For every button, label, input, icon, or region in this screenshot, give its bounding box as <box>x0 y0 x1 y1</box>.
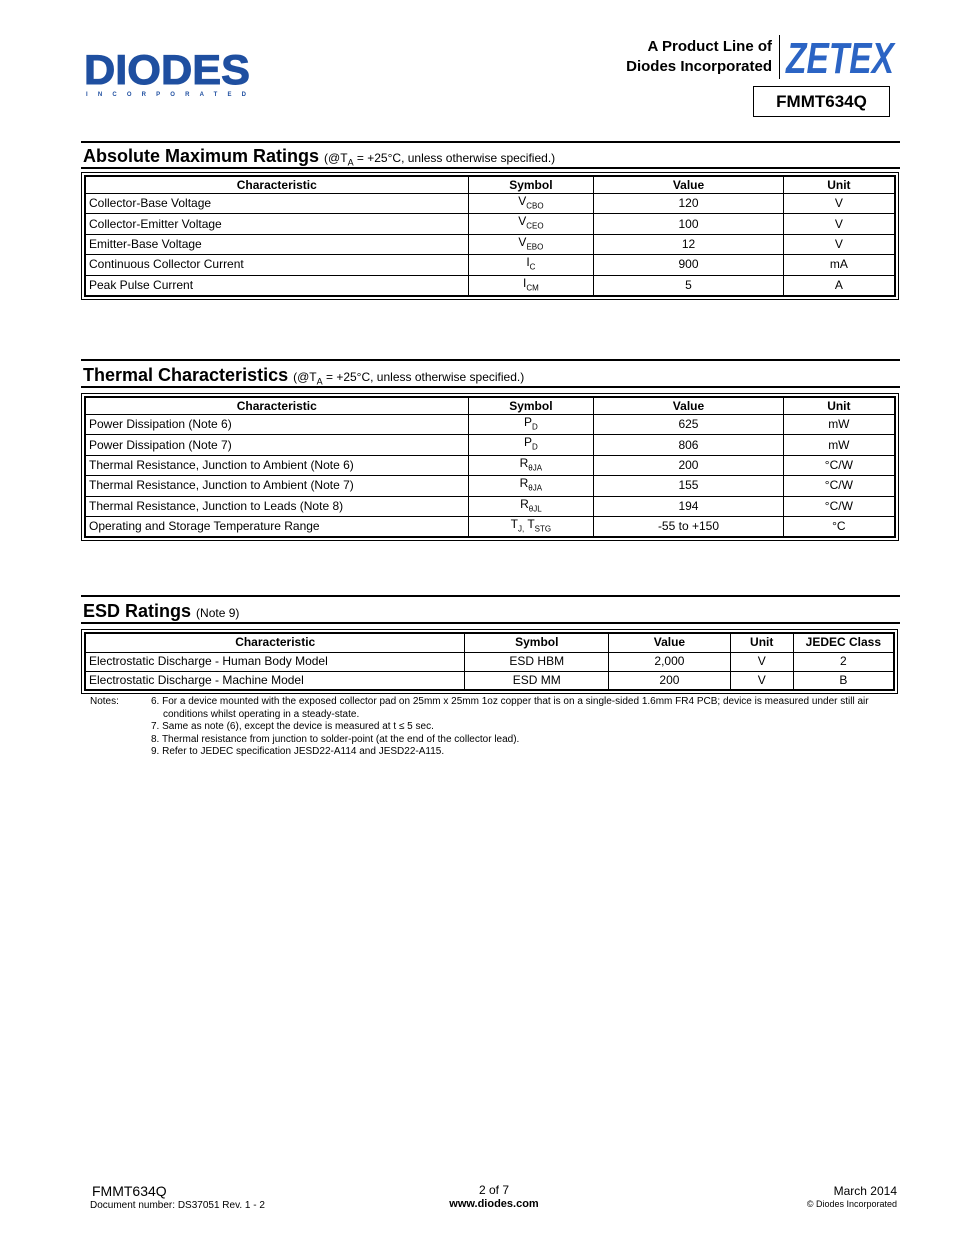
characteristic-cell: Thermal Resistance, Junction to Ambient (Note 6) <box>85 455 468 475</box>
zetex-wordmark: ZETEX <box>784 34 897 83</box>
symbol-cell: $T_{J,}$ $T_{STG}$ <box>468 516 594 537</box>
table-row <box>85 415 895 435</box>
table-row <box>85 214 895 234</box>
value-cell: 2,000 <box>609 652 731 671</box>
unit-cell: °C <box>783 516 895 537</box>
table-header-row <box>85 176 895 194</box>
logo-subtext: INCORPORATED <box>86 92 247 98</box>
table-row <box>85 671 894 690</box>
jedec-class-cell: B <box>793 671 894 690</box>
table-header-row <box>85 633 894 652</box>
symbol-cell: ESD HBM <box>465 652 609 671</box>
abs-max-cond-post: = +25°C, unless otherwise specified.) <box>353 151 556 165</box>
footer-website[interactable]: www.diodes.com <box>449 1198 539 1210</box>
col-header: Characteristic <box>85 397 468 415</box>
header-divider <box>779 35 780 79</box>
characteristic-cell: Electrostatic Discharge - Human Body Model <box>85 652 465 671</box>
footer-date: March 2014 <box>833 1184 897 1198</box>
value-cell: 120 <box>594 194 783 214</box>
characteristic-cell: Peak Pulse Current <box>85 275 468 296</box>
value-cell: -55 to +150 <box>594 516 783 537</box>
symbol-cell: ESD MM <box>465 671 609 690</box>
characteristic-cell: Thermal Resistance, Junction to Leads (Note 8) <box>85 496 468 516</box>
value-cell: 806 <box>594 435 783 455</box>
symbol-cell: $P_D$ <box>468 435 594 455</box>
thermal-header <box>81 359 900 388</box>
symbol-cell: $V_{CBO}$ <box>468 194 594 214</box>
col-header: JEDEC Class <box>793 633 894 652</box>
value-cell: 100 <box>594 214 783 234</box>
value-cell: 155 <box>594 476 783 496</box>
symbol-cell: $R_{\theta JL}$ <box>468 496 594 516</box>
footer-copyright: © Diodes Incorporated <box>806 1199 897 1209</box>
diodes-logo <box>84 46 256 98</box>
characteristic-cell: Power Dissipation (Note 6) <box>85 415 468 435</box>
value-cell: 625 <box>594 415 783 435</box>
table-row <box>85 496 895 516</box>
value-cell: 5 <box>594 275 783 296</box>
unit-cell: V <box>730 671 793 690</box>
note-item: 7. Same as note (6), except the device is measured at t ≤ 5 sec. <box>151 721 434 733</box>
characteristic-cell: Thermal Resistance, Junction to Ambient (Note 7) <box>85 476 468 496</box>
zetex-logo <box>784 34 897 83</box>
value-cell: 200 <box>594 455 783 475</box>
value-cell: 194 <box>594 496 783 516</box>
abs-max-cond-sub: A <box>347 157 354 168</box>
table-row <box>85 234 895 254</box>
thermal-cond-sub: A <box>316 376 323 387</box>
unit-cell: mA <box>783 255 895 275</box>
value-cell: 200 <box>609 671 731 690</box>
unit-cell: mW <box>783 435 895 455</box>
col-header: Unit <box>783 397 895 415</box>
jedec-class-cell: 2 <box>793 652 894 671</box>
characteristic-cell: Collector-Emitter Voltage <box>85 214 468 234</box>
symbol-cell: $V_{EBO}$ <box>468 234 594 254</box>
unit-cell: V <box>730 652 793 671</box>
symbol-cell: $V_{CEO}$ <box>468 214 594 234</box>
unit-cell: °C/W <box>783 455 895 475</box>
thermal-table <box>84 396 896 538</box>
esd-title: ESD Ratings <box>83 601 192 621</box>
table-header-row <box>85 397 895 415</box>
thermal-cond: (@T <box>293 370 317 384</box>
abs-max-title: Absolute Maximum Ratings <box>83 146 320 166</box>
thermal-cond-post: = +25°C, unless otherwise specified.) <box>322 370 525 384</box>
table-row <box>85 455 895 475</box>
col-header: Unit <box>730 633 793 652</box>
abs-max-header <box>81 141 900 169</box>
value-cell: 900 <box>594 255 783 275</box>
symbol-cell: $R_{\theta JA}$ <box>468 476 594 496</box>
esd-cond: (Note 9) <box>196 606 240 620</box>
unit-cell: °C/W <box>783 496 895 516</box>
unit-cell: mW <box>783 415 895 435</box>
symbol-cell: $I_{CM}$ <box>468 275 594 296</box>
symbol-cell: $R_{\theta JA}$ <box>468 455 594 475</box>
col-header: Unit <box>783 176 895 194</box>
esd-table <box>84 632 895 691</box>
table-row <box>85 435 895 455</box>
symbol-cell: $P_D$ <box>468 415 594 435</box>
symbol-cell: $I_C$ <box>468 255 594 275</box>
unit-cell: A <box>783 275 895 296</box>
characteristic-cell: Collector-Base Voltage <box>85 194 468 214</box>
notes-label: Notes: <box>90 696 119 707</box>
table-row <box>85 516 895 537</box>
unit-cell: °C/W <box>783 476 895 496</box>
table-row <box>85 194 895 214</box>
unit-cell: V <box>783 234 895 254</box>
product-line-1: A Product Line of <box>647 38 772 55</box>
characteristic-cell: Continuous Collector Current <box>85 255 468 275</box>
characteristic-cell: Emitter-Base Voltage <box>85 234 468 254</box>
col-header: Symbol <box>468 176 594 194</box>
col-header: Symbol <box>465 633 609 652</box>
part-number-box: FMMT634Q <box>753 86 890 117</box>
abs-max-cond: (@T <box>324 151 348 165</box>
note-item: 9. Refer to JEDEC specification JESD22-A114 and JESD22-A115. <box>151 746 445 758</box>
col-header: Symbol <box>468 397 594 415</box>
characteristic-cell: Operating and Storage Temperature Range <box>85 516 468 537</box>
note-item: 6. For a device mounted with the exposed collector pad on 25mm x 25mm 1oz copper that is on a single-sided 1.6mm FR4 PCB; device is measured under still air conditions whilst operating in a steady-state. <box>151 696 869 720</box>
note-item: 8. Thermal resistance from junction to solder-point (at the end of the collector lead). <box>151 733 520 745</box>
value-cell: 12 <box>594 234 783 254</box>
footer-page: 2 of 7 <box>478 1183 510 1197</box>
col-header: Value <box>609 633 731 652</box>
thermal-title: Thermal Characteristics <box>83 365 289 385</box>
table-row <box>85 652 894 671</box>
col-header: Characteristic <box>85 176 468 194</box>
product-line <box>626 37 772 77</box>
logo-wordmark: DIODES <box>84 46 250 93</box>
col-header: Value <box>594 397 783 415</box>
table-row <box>85 255 895 275</box>
col-header: Characteristic <box>85 633 465 652</box>
footer-doc-number: Document number: DS37051 Rev. 1 - 2 <box>90 1200 265 1211</box>
esd-header <box>81 595 900 624</box>
unit-cell: V <box>783 214 895 234</box>
footer-part: FMMT634Q <box>92 1183 167 1199</box>
col-header: Value <box>594 176 783 194</box>
characteristic-cell: Power Dissipation (Note 7) <box>85 435 468 455</box>
product-line-2: Diodes Incorporated <box>626 58 772 75</box>
unit-cell: V <box>783 194 895 214</box>
table-row <box>85 275 895 296</box>
characteristic-cell: Electrostatic Discharge - Machine Model <box>85 671 465 690</box>
abs-max-table <box>84 175 896 297</box>
table-row <box>85 476 895 496</box>
